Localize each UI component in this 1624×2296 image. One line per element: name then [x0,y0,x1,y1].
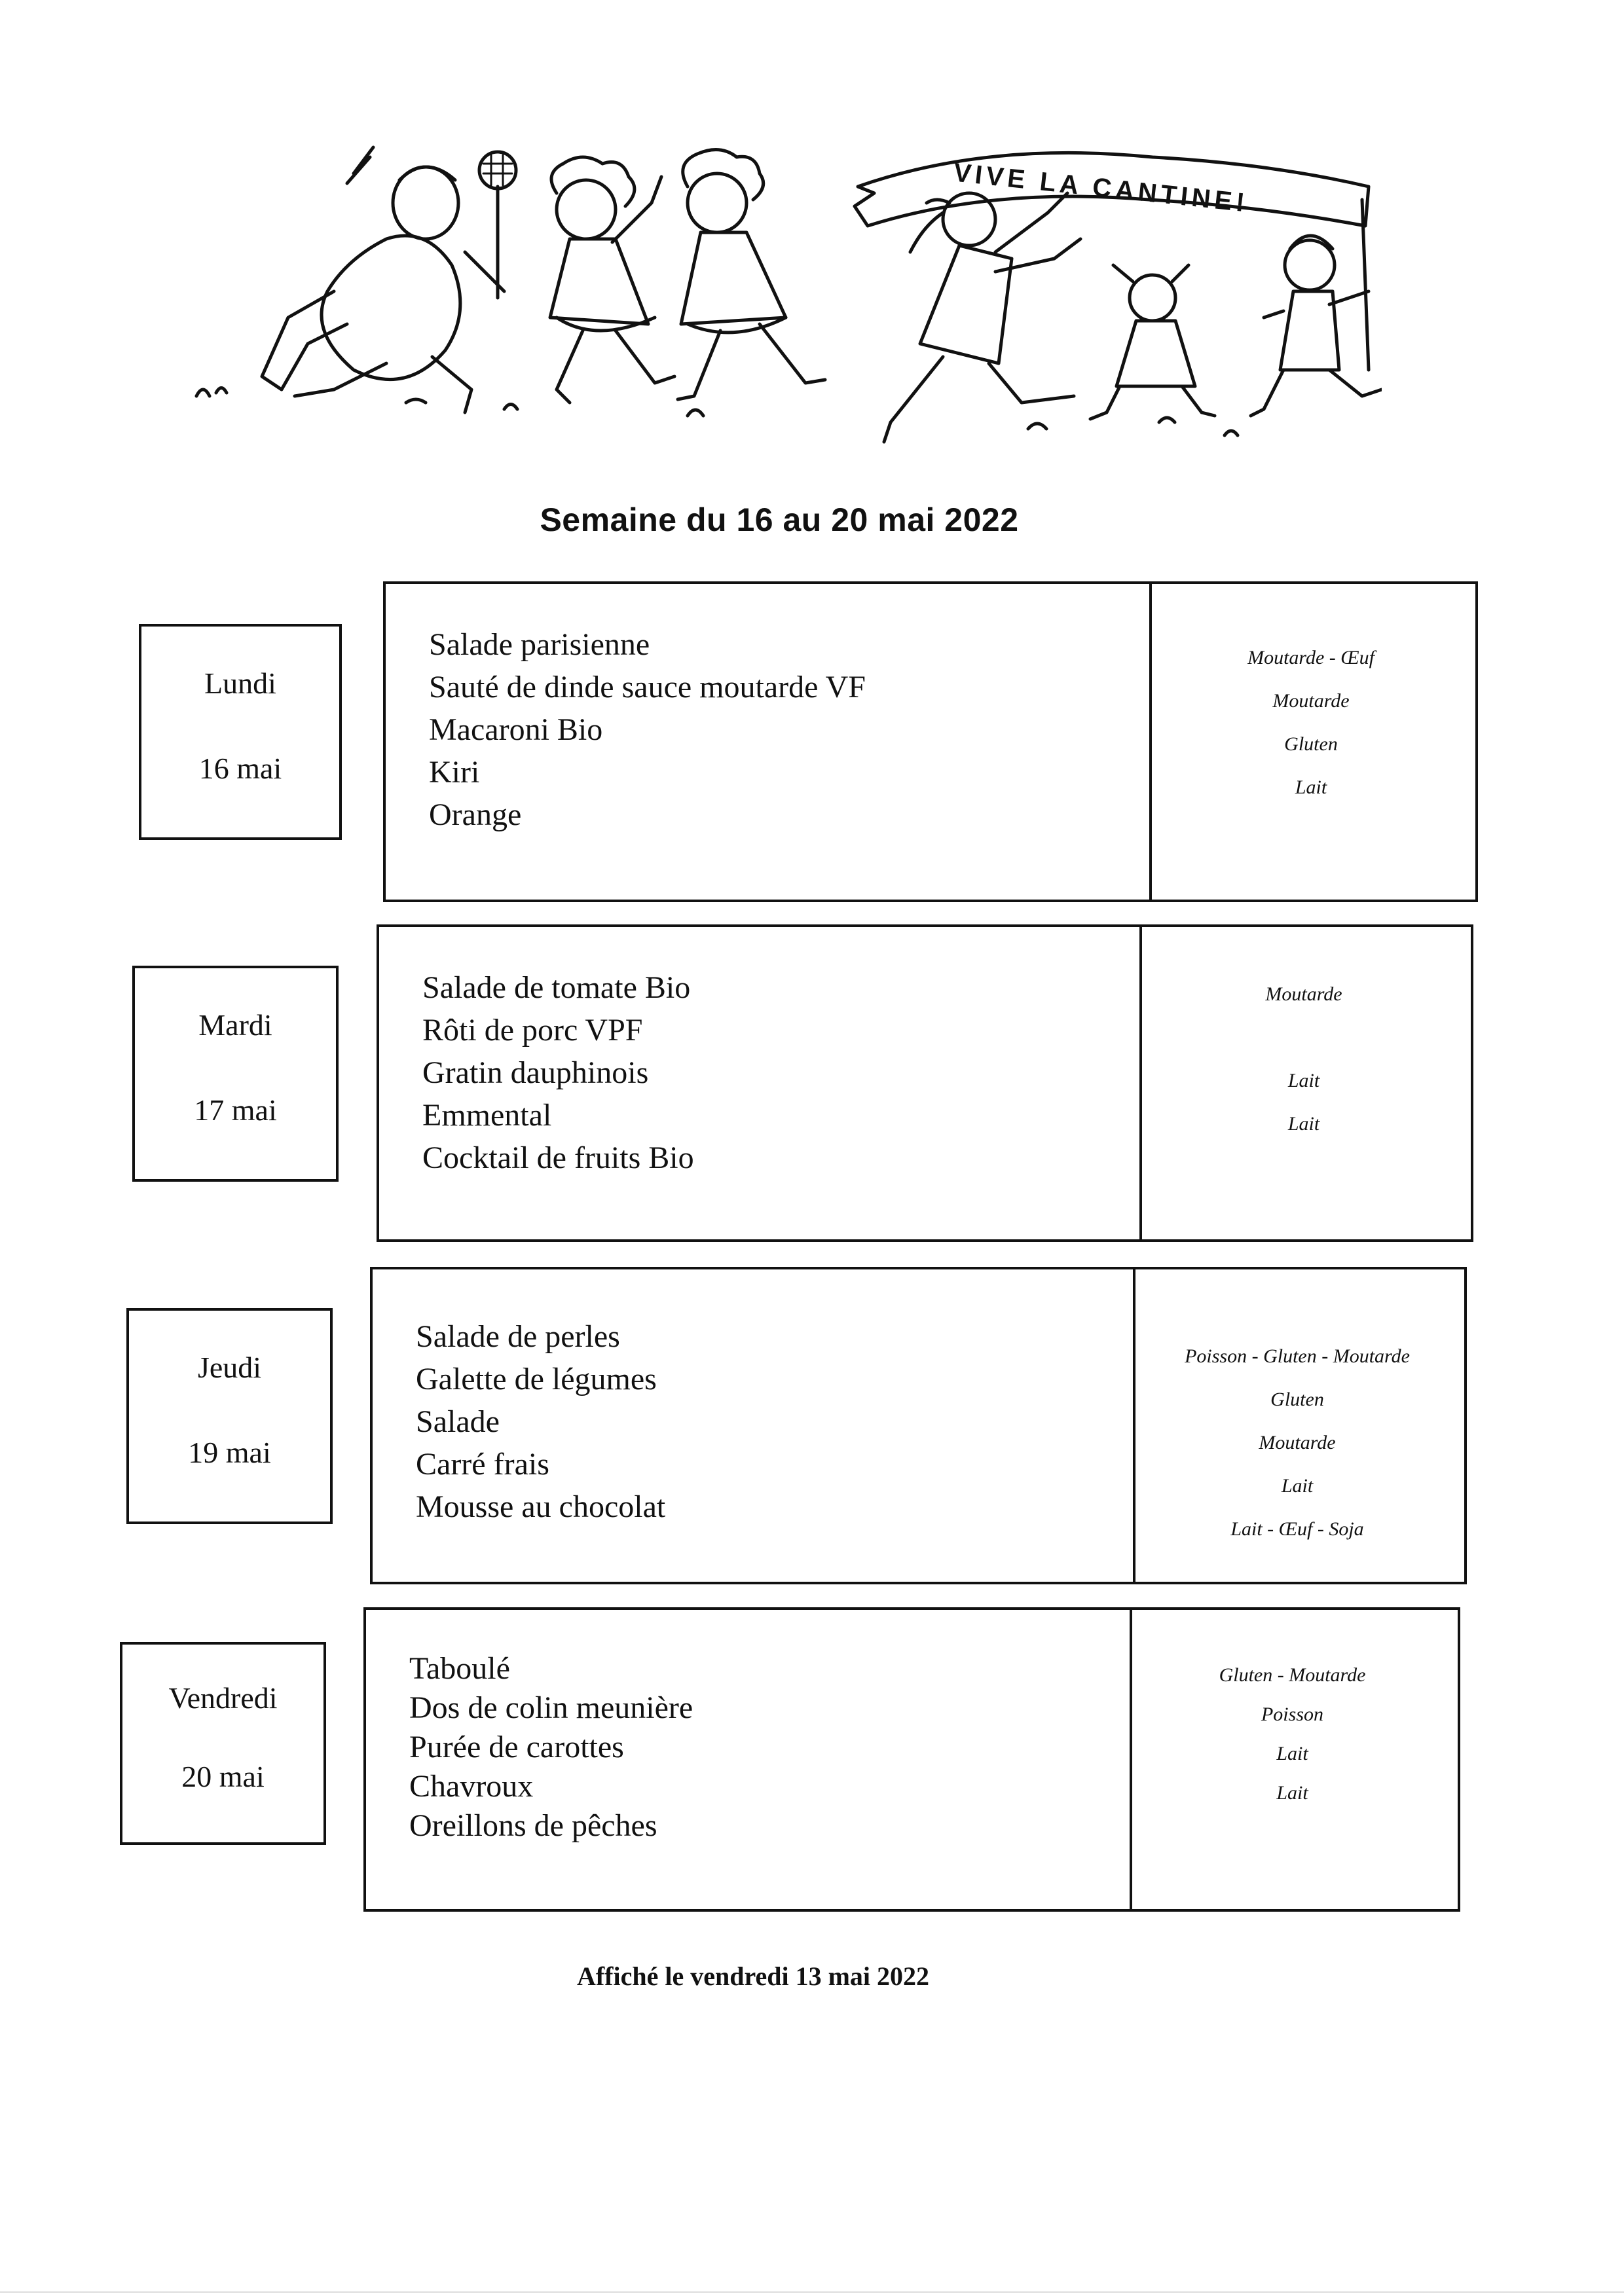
dish-item: Salade [416,1404,500,1439]
dish-item: Emmental [422,1098,552,1133]
allergen-item: Moutarde [1265,983,1342,1005]
dishes-column [366,1610,1132,1909]
day-date: 19 mai [188,1436,271,1469]
dish-item: Cocktail de fruits Bio [422,1140,694,1175]
dish-item: Oreillons de pêches [409,1808,657,1843]
menu-box-vendredi [363,1607,1460,1912]
allergen-item: Moutarde [1272,690,1350,712]
dish-item: Salade de tomate Bio [422,970,691,1005]
menu-box-jeudi [370,1267,1467,1584]
dish-item: Sauté de dinde sauce moutarde VF [429,670,866,704]
day-box-vendredi [120,1642,326,1845]
dish-item: Mousse au chocolat [416,1489,666,1524]
dishes-column [386,584,1152,900]
dish-item: Macaroni Bio [429,712,603,747]
allergen-item: Lait [1287,1070,1320,1091]
cantine-illustration [190,134,1382,475]
allergen-item: Lait [1276,1782,1308,1804]
day-date: 20 mai [181,1760,265,1793]
allergens-column [1127,1610,1458,1909]
allergen-item: Poisson [1261,1704,1323,1725]
allergens-column [1130,1269,1464,1582]
allergen-item: Lait [1276,1743,1308,1764]
dish-item: Salade de perles [416,1319,620,1354]
menu-box-lundi [383,581,1478,902]
dish-item: Purée de carottes [409,1730,624,1764]
allergen-item: Lait [1287,1113,1320,1135]
banner-slogan: VIVE LA CANTINE! [952,158,1250,218]
allergen-item: Gluten [1284,733,1338,755]
allergen-item: Poisson - Gluten - Moutarde [1185,1345,1410,1367]
dish-item: Rôti de porc VPF [422,1013,643,1048]
allergen-item: Moutarde - Œuf [1247,647,1375,668]
dish-item: Carré frais [416,1447,549,1482]
dish-item: Kiri [429,755,480,790]
day-box-mardi [132,966,339,1182]
day-date: 17 mai [194,1093,277,1127]
dish-item: Salade parisienne [429,627,650,662]
day-name: Mardi [198,1008,272,1042]
allergen-item [1137,1016,1471,1059]
allergen-item: Gluten [1270,1389,1324,1410]
day-name: Jeudi [197,1351,262,1384]
allergens-column [1147,584,1475,900]
dish-item: Dos de colin meunière [409,1690,693,1725]
allergen-item: Lait [1295,776,1327,798]
dish-item: Gratin dauphinois [422,1055,649,1090]
day-name: Vendredi [168,1681,278,1715]
dishes-column [373,1269,1135,1582]
dishes-column [379,927,1142,1239]
week-heading: Semaine du 16 au 20 mai 2022 [540,501,1019,538]
dish-item: Taboulé [409,1651,510,1686]
allergen-item: Lait - Œuf - Soja [1230,1518,1364,1540]
allergen-item: Moutarde [1259,1432,1336,1453]
allergens-column [1137,927,1471,1239]
dish-item: Orange [429,797,522,832]
posted-date-footer: Affiché le vendredi 13 mai 2022 [576,1961,930,1991]
day-date: 16 mai [198,752,282,785]
menu-box-mardi [377,924,1473,1242]
day-box-jeudi [126,1308,333,1524]
page-bottom-edge [0,2291,1624,2293]
dish-item: Chavroux [409,1769,534,1804]
dish-item: Galette de légumes [416,1362,657,1396]
day-name: Lundi [204,666,276,700]
allergen-item: Lait [1281,1475,1314,1497]
day-box-lundi [139,624,342,840]
allergen-item: Gluten - Moutarde [1219,1664,1366,1686]
